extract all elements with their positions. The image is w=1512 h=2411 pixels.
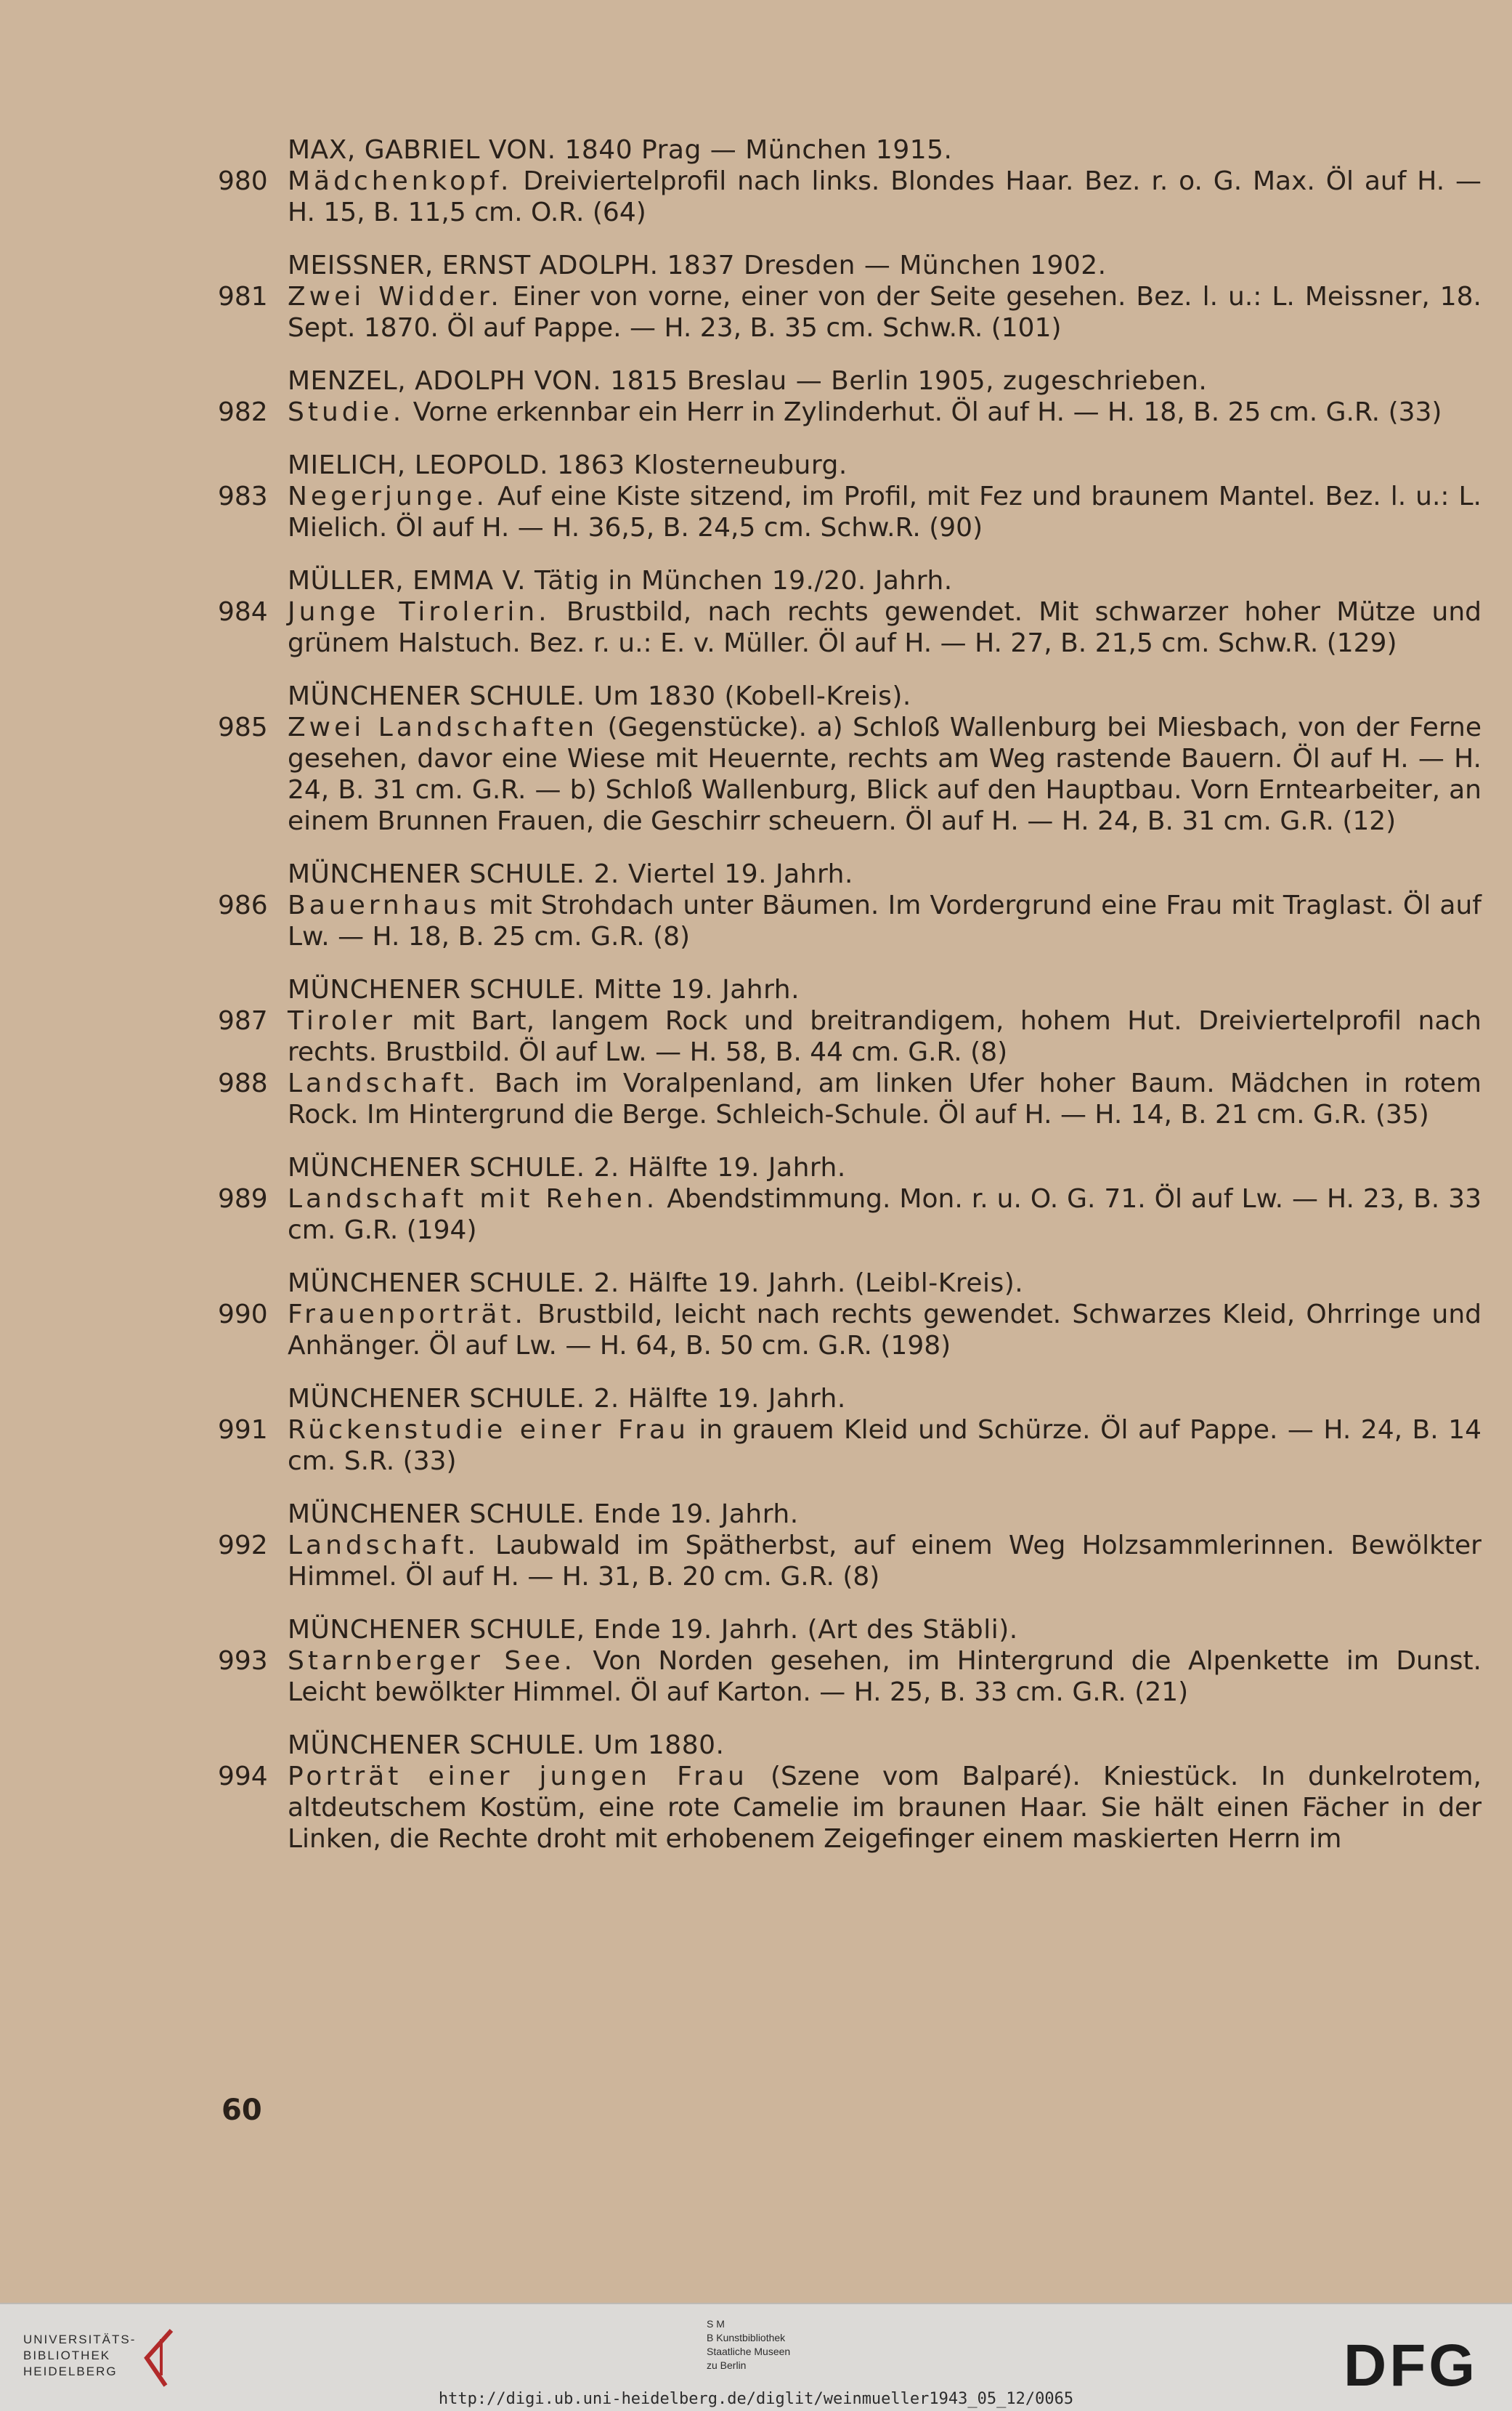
catalog-text	[218, 134, 1481, 1876]
lot-item	[218, 1761, 1481, 1855]
lot-description: Von Norden gesehen, im Hintergrund die Alpenkette im Dunst. Leicht bewölkter Himmel. Öl auf Karton. — H. 25, B. 33 cm. G.R. (21)	[288, 1646, 1482, 1707]
lot-description: Laubwald im Spätherbst, auf einem Weg Holzsammlerinnen. Bewölkter Himmel. Öl auf H. — H. 31, B. 20 cm. G.R. (8)	[288, 1531, 1481, 1592]
lot-description: (Gegenstücke). a) Schloß Wallenburg bei Miesbach, von der Ferne gesehen, davor eine Wiese mit Heuernte, rechts am Weg rastende Bauern. Öl auf H. — H. 24, B. 31 cm. G.R. — b) Schloß Wallenburg, Blick auf den Hauptbau. Vorn Erntearbeiter, an einem Brunnen Frauen, die Geschirr scheuern. Öl auf H. — H. 24, B. 31 cm. G.R. (12)	[288, 713, 1481, 836]
lot-number: 985	[218, 713, 268, 742]
university-library-label	[23, 2332, 136, 2380]
catalog-entry	[218, 1152, 1481, 1246]
lot-number: 991	[218, 1415, 268, 1445]
lot-number: 984	[218, 597, 268, 627]
viewer-footer	[0, 2303, 1512, 2411]
catalog-entry	[218, 1730, 1481, 1855]
lot-item	[218, 166, 1481, 228]
lot-title: Landschaft mit Rehen.	[288, 1184, 659, 1214]
lot-title: Mädchenkopf.	[288, 166, 513, 196]
artist-header: MÜNCHENER SCHULE. Um 1880.	[288, 1730, 725, 1760]
lot-title: Junge Tirolerin.	[288, 597, 550, 627]
catalog-entry	[218, 1383, 1481, 1477]
artist-header: MÜNCHENER SCHULE. 2. Hälfte 19. Jahrh.	[288, 1153, 846, 1183]
lot-item	[218, 1299, 1481, 1361]
lot-item	[218, 397, 1481, 428]
page-number: 60	[221, 2094, 262, 2127]
lot-description: Vorne erkennbar ein Herr in Zylinderhut. Öl auf H. — H. 18, B. 25 cm. G.R. (33)	[412, 397, 1442, 427]
lot-number: 986	[218, 891, 268, 920]
lot-title: Bauernhaus	[288, 891, 481, 920]
lot-description: Brustbild, leicht nach rechts gewendet. Schwarzes Kleid, Ohrringe und Anhänger. Öl auf Lw. — H. 64, B. 50 cm. G.R. (198)	[288, 1300, 1481, 1361]
lot-number: 983	[218, 482, 268, 511]
catalog-entry	[218, 134, 1481, 228]
lot-item	[218, 281, 1481, 344]
lot-item	[218, 1645, 1481, 1708]
catalog-entry	[218, 450, 1481, 543]
catalog-entry	[218, 365, 1481, 428]
lot-number: 989	[218, 1184, 268, 1214]
lot-title: Zwei Landschaften	[288, 713, 598, 742]
lot-description: (Szene vom Balparé). Kniestück. In dunkelrotem, altdeutschem Kostüm, eine rote Camelie im braunen Haar. Sie hält einen Fächer in der Linken, die Rechte droht mit erhobenem Zeigefinger einem maskierten Herrn im	[288, 1762, 1481, 1854]
source-url-link[interactable]: http://digi.ub.uni-heidelberg.de/diglit/weinmueller1943_05_12/0065	[438, 2390, 1074, 2408]
lot-description: Einer von vorne, einer von der Seite gesehen. Bez. l. u.: L. Meissner, 18. Sept. 1870. Öl auf Pappe. — H. 23, B. 35 cm. Schw.R. (101)	[288, 282, 1481, 343]
lot-description: Abendstimmung. Mon. r. u. O. G. 71. Öl auf Lw. — H. 23, B. 33 cm. G.R. (194)	[288, 1184, 1481, 1245]
lot-title: Landschaft.	[288, 1531, 479, 1560]
catalog-entry	[218, 974, 1481, 1130]
lot-title: Starnberger See.	[288, 1646, 576, 1676]
lot-number: 980	[218, 166, 268, 196]
catalog-entry	[218, 565, 1481, 659]
dfg-logo: DFG	[1344, 2333, 1479, 2399]
lot-description: Dreiviertelprofil nach links. Blondes Haar. Bez. r. o. G. Max. Öl auf H. — H. 15, B. 11,5 cm. O.R. (64)	[288, 166, 1481, 227]
museum-line: S M	[707, 2318, 725, 2330]
lot-title: Rückenstudie einer Frau	[288, 1415, 689, 1445]
lot-title: Porträt einer jungen Frau	[288, 1762, 748, 1791]
museum-line: B Kunstbibliothek	[707, 2332, 786, 2343]
lot-description: mit Strohdach unter Bäumen. Im Vordergrund eine Frau mit Traglast. Öl auf Lw. — H. 18, B. 25 cm. G.R. (8)	[288, 891, 1481, 952]
lot-description: Bach im Voralpenland, am linken Ufer hoher Baum. Mädchen in rotem Rock. Im Hintergrund die Berge. Schleich-Schule. Öl auf H. — H. 14, B. 21 cm. G.R. (35)	[288, 1069, 1481, 1130]
university-line: HEIDELBERG	[23, 2365, 118, 2378]
lot-description: mit Bart, langem Rock und breitrandigem, hohem Hut. Dreiviertelprofil nach rechts. Brustbild. Öl auf Lw. — H. 58, B. 44 cm. G.R. (8)	[288, 1006, 1481, 1067]
lot-title: Studie.	[288, 397, 405, 427]
university-line: UNIVERSITÄTS-	[23, 2333, 137, 2346]
lot-item	[218, 712, 1481, 837]
lot-title: Frauenporträt.	[288, 1300, 527, 1329]
lot-item	[218, 481, 1481, 543]
lot-item	[218, 890, 1481, 952]
artist-header: MÜNCHENER SCHULE. 2. Hälfte 19. Jahrh.	[288, 1384, 846, 1414]
artist-header: MÜNCHENER SCHULE. Ende 19. Jahrh.	[288, 1499, 799, 1529]
lot-item	[218, 1530, 1481, 1592]
lot-title: Zwei Widder.	[288, 282, 503, 312]
artist-header: MÜNCHENER SCHULE. 2. Viertel 19. Jahrh.	[288, 859, 853, 889]
catalog-entry	[218, 681, 1481, 837]
artist-header: MEISSNER, ERNST ADOLPH. 1837 Dresden — München 1902.	[288, 251, 1107, 280]
catalog-entry	[218, 1499, 1481, 1592]
artist-header: MIELICH, LEOPOLD. 1863 Klosterneuburg.	[288, 450, 848, 480]
lot-number: 993	[218, 1646, 268, 1676]
museum-line: zu Berlin	[707, 2359, 747, 2371]
artist-header: MÜLLER, EMMA V. Tätig in München 19./20. Jahrh.	[288, 566, 953, 596]
museum-label	[707, 2317, 790, 2372]
university-logo-icon	[137, 2325, 180, 2390]
lot-number: 990	[218, 1300, 268, 1329]
artist-header: MÜNCHENER SCHULE. Um 1830 (Kobell-Kreis).	[288, 681, 911, 711]
lot-description: Brustbild, nach rechts gewendet. Mit schwarzer hoher Mütze und grünem Halstuch. Bez. r. u.: E. v. Müller. Öl auf H. — H. 27, B. 21,5 cm. Schw.R. (129)	[288, 597, 1482, 658]
lot-item	[218, 596, 1481, 659]
lot-title: Negerjunge.	[288, 482, 488, 511]
lot-number: 994	[218, 1762, 268, 1791]
lot-number: 981	[218, 282, 268, 312]
lot-item	[218, 1068, 1481, 1130]
lot-description: Auf eine Kiste sitzend, im Profil, mit Fez und braunem Mantel. Bez. l. u.: L. Mielich. Öl auf H. — H. 36,5, B. 24,5 cm. Schw.R. (90)	[288, 482, 1481, 543]
artist-header: MÜNCHENER SCHULE. 2. Hälfte 19. Jahrh. (Leibl-Kreis).	[288, 1268, 1024, 1298]
lot-description: in grauem Kleid und Schürze. Öl auf Pappe. — H. 24, B. 14 cm. S.R. (33)	[288, 1415, 1481, 1476]
lot-item	[218, 1183, 1481, 1246]
catalog-entry	[218, 250, 1481, 344]
lot-number: 992	[218, 1531, 268, 1560]
lot-title: Landschaft.	[288, 1069, 479, 1098]
artist-header: MÜNCHENER SCHULE. Mitte 19. Jahrh.	[288, 975, 800, 1005]
catalog-entry	[218, 1614, 1481, 1708]
catalog-entry	[218, 859, 1481, 952]
lot-title: Tiroler	[288, 1006, 396, 1036]
lot-number: 982	[218, 397, 268, 427]
lot-number: 988	[218, 1069, 268, 1098]
artist-header: MAX, GABRIEL VON. 1840 Prag — München 1915.	[288, 135, 953, 165]
artist-header: MÜNCHENER SCHULE, Ende 19. Jahrh. (Art des Stäbli).	[288, 1615, 1018, 1645]
lot-item	[218, 1414, 1481, 1477]
artist-header: MENZEL, ADOLPH VON. 1815 Breslau — Berlin 1905, zugeschrieben.	[288, 366, 1208, 396]
lot-item	[218, 1005, 1481, 1068]
museum-line: Staatliche Museen	[707, 2346, 791, 2357]
catalog-entry	[218, 1268, 1481, 1361]
university-line: BIBLIOTHEK	[23, 2349, 111, 2362]
lot-number: 987	[218, 1006, 268, 1036]
